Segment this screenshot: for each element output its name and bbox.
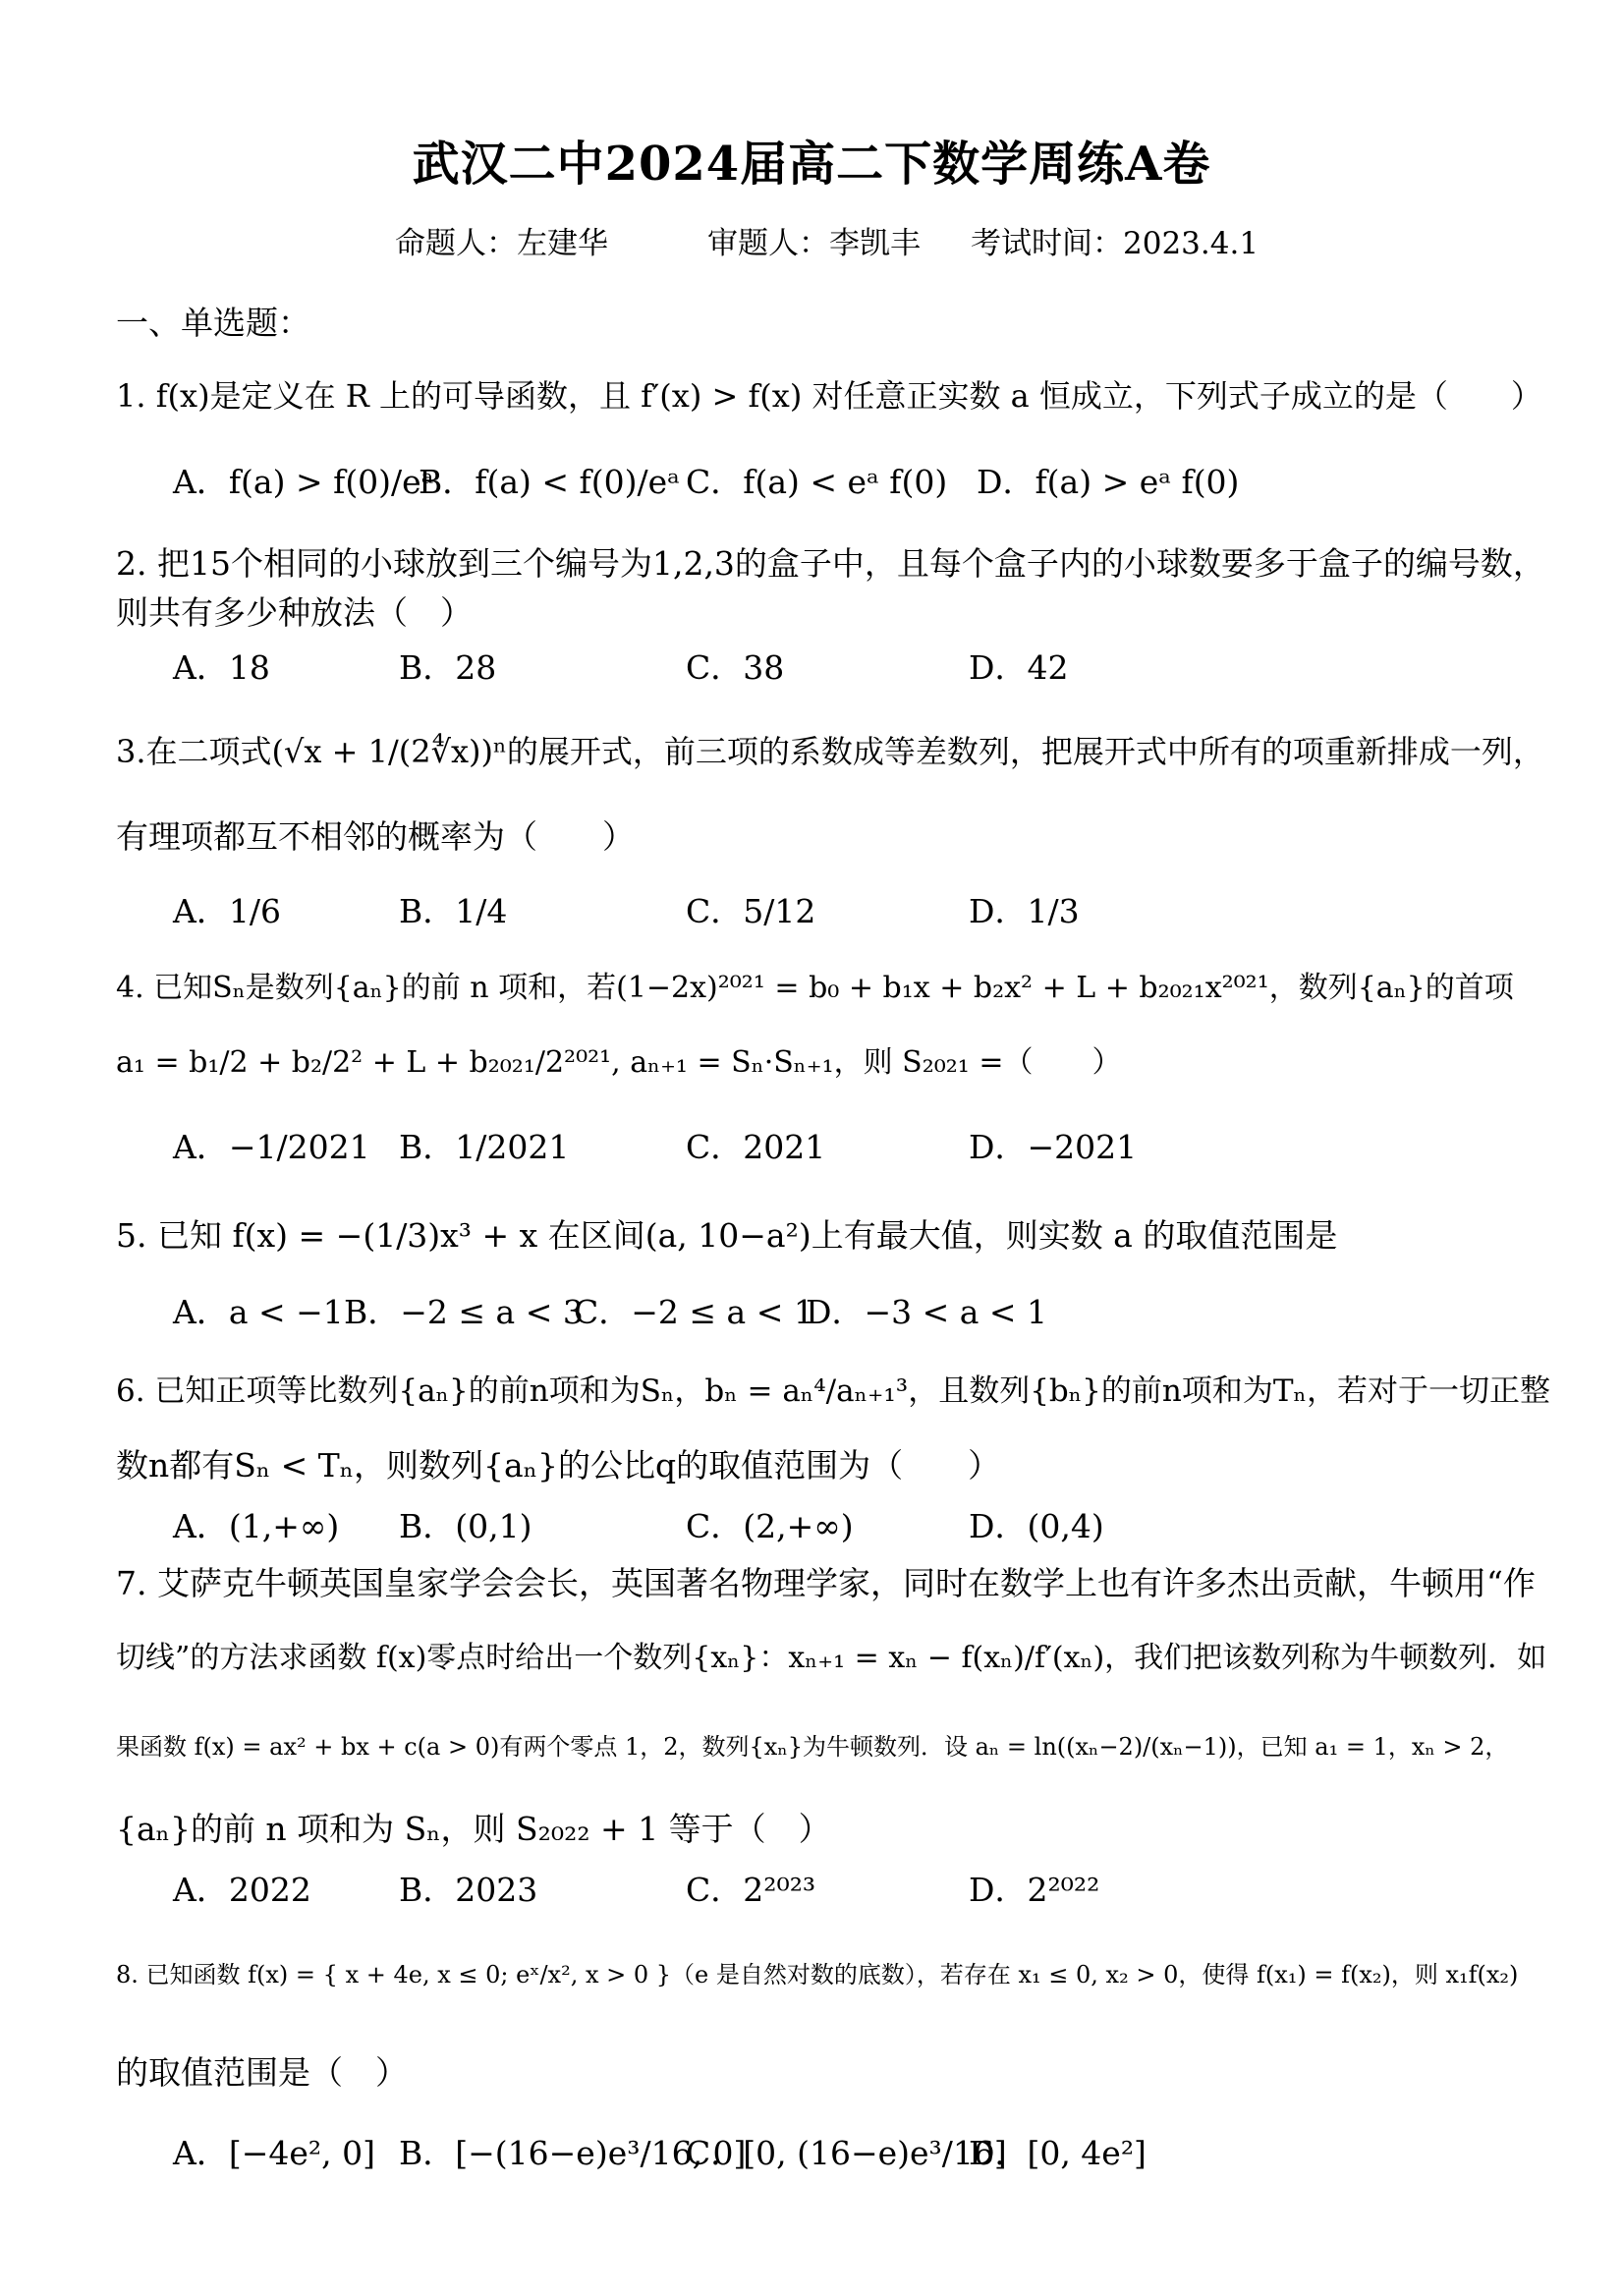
- question-7-stem-line-3: 果函数 f(x) = ax² + bx + c(a > 0)有两个零点 1，2，数列{xₙ}为牛顿数列．设 aₙ = ln((xₙ−2)/(xₙ−1))，已知 a₁ = 1，xₙ > 2，: [116, 1733, 1509, 1761]
- question-5-option-a: A．a < −1: [173, 1293, 344, 1331]
- question-7-option-d: D．2²⁰²²: [969, 1871, 1100, 1909]
- question-4-option-c: C．2021: [686, 1128, 826, 1166]
- question-7-option-a: A．2022: [173, 1871, 311, 1909]
- question-1-option-a: A．f(a) > f(0)/eᵃ: [173, 463, 434, 501]
- question-6-stem-line-2: 数n都有Sₙ < Tₙ，则数列{aₙ}的公比q的取值范围为（ ）: [116, 1446, 1001, 1484]
- question-4-option-a: A．−1/2021: [173, 1128, 370, 1166]
- section-heading: 一、单选题：: [116, 304, 310, 342]
- question-6-option-b: B．(0,1): [399, 1507, 532, 1545]
- question-3-stem-line-1: 3.在二项式(√x + 1/(2∜x))ⁿ的展开式，前三项的系数成等差数列，把展开式中所有的项重新排成一列，: [116, 733, 1544, 770]
- question-8-option-a: A．[−4e², 0]: [173, 2134, 375, 2172]
- question-5-option-c: C．−2 ≤ a < 1: [574, 1293, 814, 1331]
- question-3-option-c: C．5/12: [686, 892, 816, 930]
- question-7-stem-line-4: {aₙ}的前 n 项和为 Sₙ，则 S₂₀₂₂ + 1 等于（ ）: [116, 1810, 831, 1848]
- question-1-option-d: D．f(a) > eᵃ f(0): [977, 463, 1240, 501]
- question-2-stem-line-2: 则共有多少种放法（ ）: [116, 593, 473, 632]
- setter-label: 命题人：左建华: [395, 226, 608, 261]
- question-1-stem: 1. f(x)是定义在 R 上的可导函数，且 f′(x) > f(x) 对任意正实数 a 恒成立，下列式子成立的是（ ）: [116, 377, 1542, 415]
- question-2-option-c: C．38: [686, 648, 785, 687]
- question-6-option-d: D．(0,4): [969, 1507, 1104, 1545]
- question-6-option-a: A．(1,+∞): [173, 1507, 340, 1545]
- question-7-stem-line-2: 切线”的方法求函数 f(x)零点时给出一个数列{xₙ}：xₙ₊₁ = xₙ − f(xₙ)/f′(xₙ)，我们把该数列称为牛顿数列．如: [116, 1641, 1547, 1675]
- question-3-stem-line-2: 有理项都互不相邻的概率为（ ）: [116, 817, 635, 856]
- question-4-stem-line-2: a₁ = b₁/2 + b₂/2² + L + b₂₀₂₁/2²⁰²¹, aₙ₊₁ = Sₙ·Sₙ₊₁，则 S₂₀₂₁ =（ ）: [116, 1045, 1122, 1080]
- question-4-option-b: B．1/2021: [399, 1128, 570, 1166]
- question-3-option-d: D．1/3: [969, 892, 1080, 930]
- question-4-stem-line-1: 4. 已知Sₙ是数列{aₙ}的前 n 项和，若(1−2x)²⁰²¹ = b₀ + b₁x + b₂x² + L + b₂₀₂₁x²⁰²¹，数列{aₙ}的首项: [116, 971, 1514, 1005]
- question-8-stem-line-2: 的取值范围是（ ）: [116, 2053, 408, 2092]
- question-4-option-d: D．−2021: [969, 1128, 1138, 1166]
- question-6-option-c: C．(2,+∞): [686, 1507, 854, 1545]
- question-2-option-b: B．28: [399, 648, 497, 687]
- question-2-option-a: A．18: [173, 648, 270, 687]
- question-5-stem: 5. 已知 f(x) = −(1/3)x³ + x 在区间(a, 10−a²)上有最大值，则实数 a 的取值范围是: [116, 1216, 1338, 1255]
- exam-title: 武汉二中2024届高二下数学周练A卷: [412, 137, 1211, 192]
- question-3-option-b: B．1/4: [399, 892, 508, 930]
- question-7-stem-line-1: 7. 艾萨克牛顿英国皇家学会会长，英国著名物理学家，同时在数学上也有许多杰出贡献，牛顿用“作: [116, 1564, 1536, 1602]
- question-5-option-d: D．−3 < a < 1: [806, 1293, 1048, 1331]
- question-8-stem-line-1: 8. 已知函数 f(x) = { x + 4e, x ≤ 0; eˣ/x², x > 0 }（e 是自然对数的底数），若存在 x₁ ≤ 0, x₂ > 0，使得 f(x₁) = f(x₂)，则 x₁f(x₂): [116, 1961, 1519, 1988]
- question-6-stem-line-1: 6. 已知正项等比数列{aₙ}的前n项和为Sₙ，bₙ = aₙ⁴/aₙ₊₁³，且数列{bₙ}的前n项和为Tₙ，若对于一切正整: [116, 1373, 1550, 1409]
- question-8-option-c: C．[0, (16−e)e³/16]: [686, 2134, 1007, 2172]
- question-8-option-b: B．[−(16−e)e³/16, 0]: [399, 2134, 747, 2172]
- question-2-stem-line-1: 2. 把15个相同的小球放到三个编号为1,2,3的盒子中，且每个盒子内的小球数要多于盒子的编号数，: [116, 544, 1545, 583]
- reviewer-label: 审题人：李凯丰: [707, 226, 921, 261]
- question-1-option-c: C．f(a) < eᵃ f(0): [686, 463, 948, 501]
- question-8-option-d: D．[0, 4e²]: [969, 2134, 1147, 2172]
- question-3-option-a: A．1/6: [173, 892, 281, 930]
- exam-time-label: 考试时间：2023.4.1: [971, 226, 1259, 261]
- question-7-option-b: B．2023: [399, 1871, 538, 1909]
- question-7-option-c: C．2²⁰²³: [686, 1871, 816, 1909]
- question-1-option-b: B．f(a) < f(0)/eᵃ: [419, 463, 680, 501]
- question-2-option-d: D．42: [969, 648, 1069, 687]
- question-5-option-b: B．−2 ≤ a < 3: [344, 1293, 584, 1331]
